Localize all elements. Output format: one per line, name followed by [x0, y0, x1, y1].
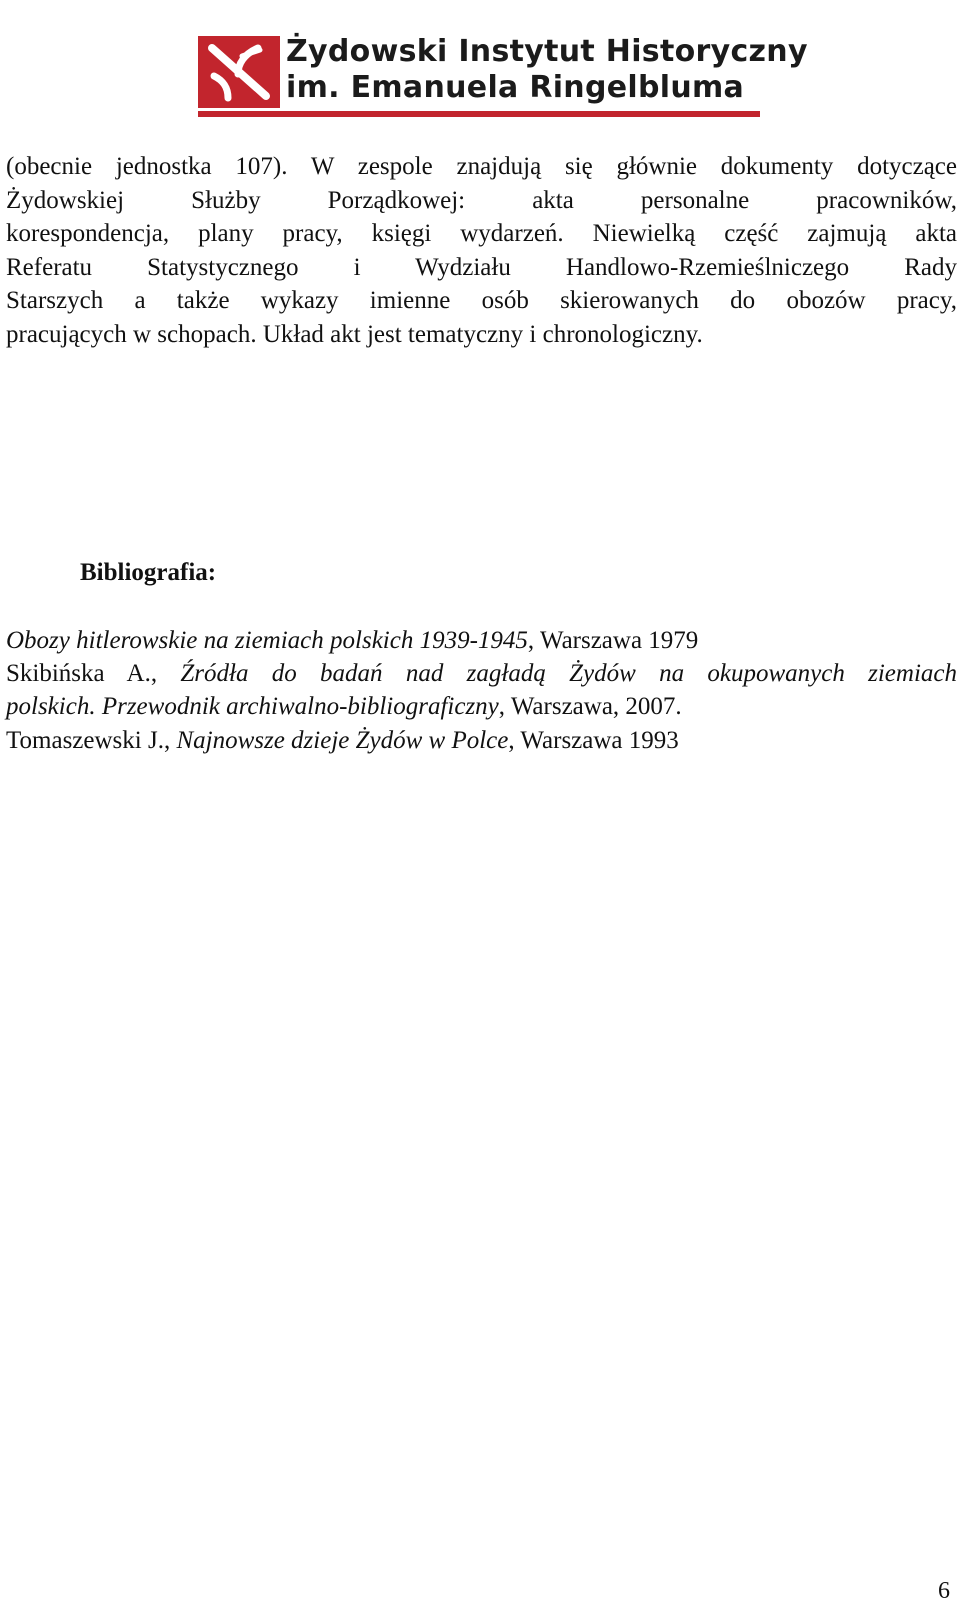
- entry-title: Najnowsze dzieje Żydów w Polce: [176, 726, 509, 754]
- logo-subtitle: im. Emanuela Ringelbluma: [286, 70, 745, 105]
- bibliography-heading: Bibliografia:: [80, 559, 217, 586]
- bibliography-entry: [6, 657, 957, 723]
- entry-author: Tomaszewski J.,: [6, 726, 177, 754]
- body-line: (obecnie jednostka 107). W zespole znajdują się głównie dokumenty dotyczące: [6, 153, 957, 180]
- entry-publication: , Warszawa, 2007.: [498, 693, 682, 721]
- body-line: Starszych a także wykazy imienne osób skierowanych do obozów pracy,: [6, 287, 957, 315]
- entry-title: Obozy hitlerowskie na ziemiach polskich 1939-1945: [6, 627, 528, 654]
- body-line: korespondencja, plany pracy, księgi wydarzeń. Niewielką część zajmują akta: [6, 220, 957, 248]
- entry-line: [6, 693, 682, 720]
- logo-underline: [198, 111, 760, 117]
- header-logo: [198, 34, 808, 120]
- body-paragraph: [6, 150, 957, 352]
- bibliography-entry: [6, 624, 957, 657]
- bibliography-entry: [6, 724, 957, 757]
- body-line: Referatu Statystycznego i Wydziału Handlowo-Rzemieślniczego Rady: [6, 253, 957, 281]
- entry-publication: , Warszawa 1993: [508, 726, 679, 754]
- entry-title: polskich. Przewodnik archiwalno-bibliograficzny: [6, 693, 499, 721]
- body-line: pracujących w schopach. Układ akt jest tematyczny i chronologiczny.: [6, 320, 703, 348]
- page-number: 6: [938, 1578, 950, 1604]
- logo-title: Żydowski Instytut Historyczny: [286, 34, 808, 69]
- zih-logo-icon: [198, 36, 280, 108]
- body-line: Żydowskiej Służby Porządkowej: akta personalne pracowników,: [6, 186, 957, 214]
- entry-author: Skibińska A.,: [6, 660, 181, 688]
- entry-line: [6, 657, 957, 690]
- bibliography-list: [6, 624, 957, 757]
- entry-publication: , Warszawa 1979: [527, 627, 699, 654]
- entry-title: Źródła do badań nad zagładą Żydów na okupowanych ziemiach: [180, 660, 957, 688]
